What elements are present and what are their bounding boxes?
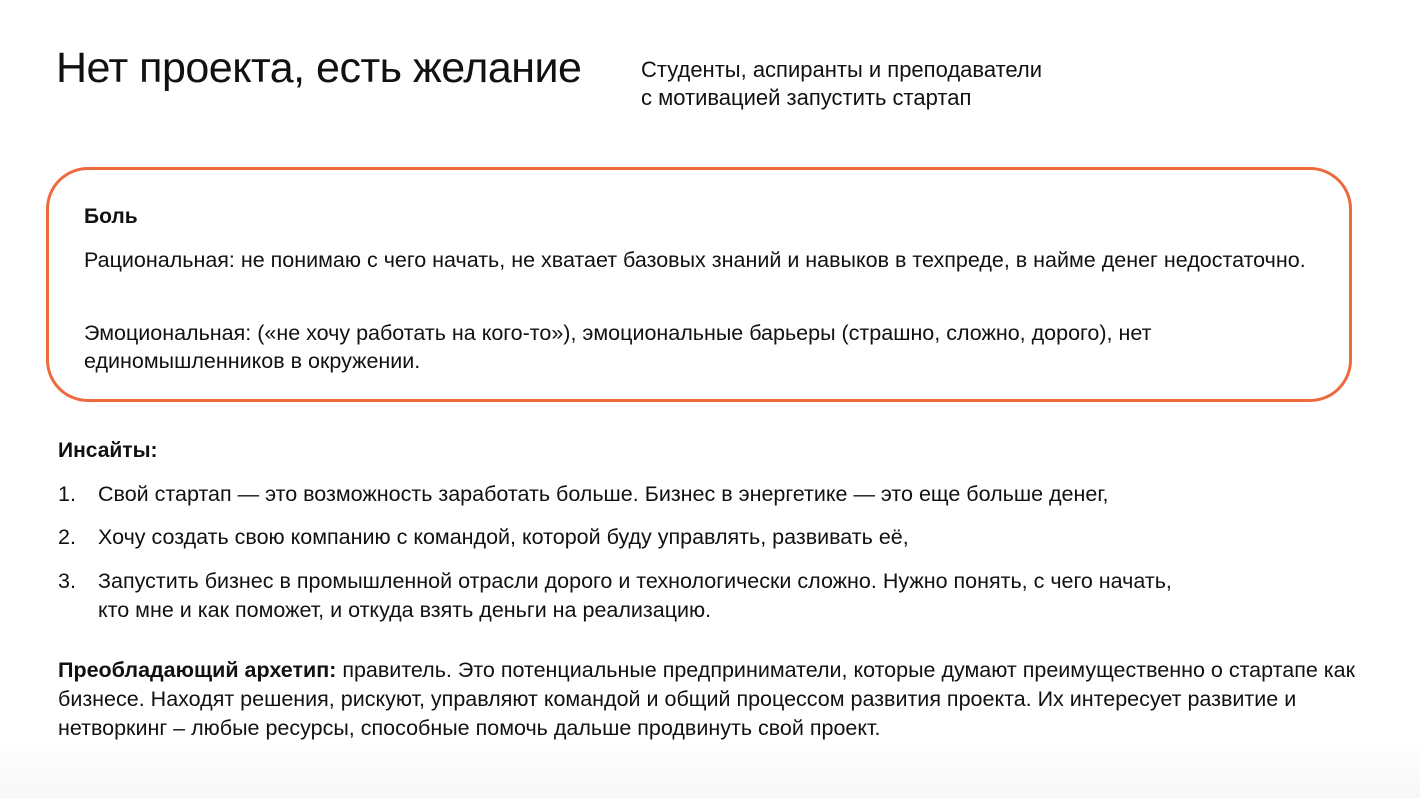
insight-number: 3. bbox=[58, 569, 76, 593]
pain-rational-text: Рациональная: не понимаю с чего начать, не хватает базовых знаний и навыков в техпреде, в найме денег недостаточно. bbox=[84, 248, 1306, 272]
subtitle-line-1: Студенты, аспиранты и преподаватели bbox=[641, 57, 1043, 82]
pain-box bbox=[46, 167, 1352, 402]
insights-title: Инсайты: bbox=[58, 439, 158, 462]
insight-text: Запустить бизнес в промышленной отрасли дорого и технологически сложно. Нужно понять, с чего начать, кто мне и как поможет, и откуда взять деньги на реализацию. bbox=[98, 569, 1172, 622]
page-subtitle bbox=[641, 56, 1042, 112]
insight-number: 2. bbox=[58, 525, 76, 549]
archetype-paragraph bbox=[58, 656, 1378, 743]
pain-emotional-text: Эмоциональная: («не хочу работать на кого-то»), эмоциональные барьеры (страшно, сложно, дорого), нет единомышленников в окружении. bbox=[84, 321, 1152, 373]
pain-title: Боль bbox=[84, 205, 138, 228]
page-title: Нет проекта, есть желание bbox=[56, 44, 582, 92]
archetype-text: правитель. Это потенциальные предприниматели, которые думают преимущественно о стартапе как бизнесе. Находят решения, рискуют, управляют командой и общий процессом развития проекта. Их интересует развитие и нетворкинг – любые ресурсы, способные помочь дальше продвинуть свой проект. bbox=[58, 658, 1356, 740]
insight-text: Свой стартап — это возможность заработать больше. Бизнес в энергетике — это еще больше денег, bbox=[98, 482, 1109, 506]
insight-text: Хочу создать свою компанию с командой, которой буду управлять, развивать её, bbox=[98, 525, 909, 549]
archetype-label: Преобладающий архетип: bbox=[58, 658, 337, 682]
insight-number: 1. bbox=[58, 482, 76, 506]
subtitle-line-2: с мотивацией запустить стартап bbox=[641, 85, 972, 110]
